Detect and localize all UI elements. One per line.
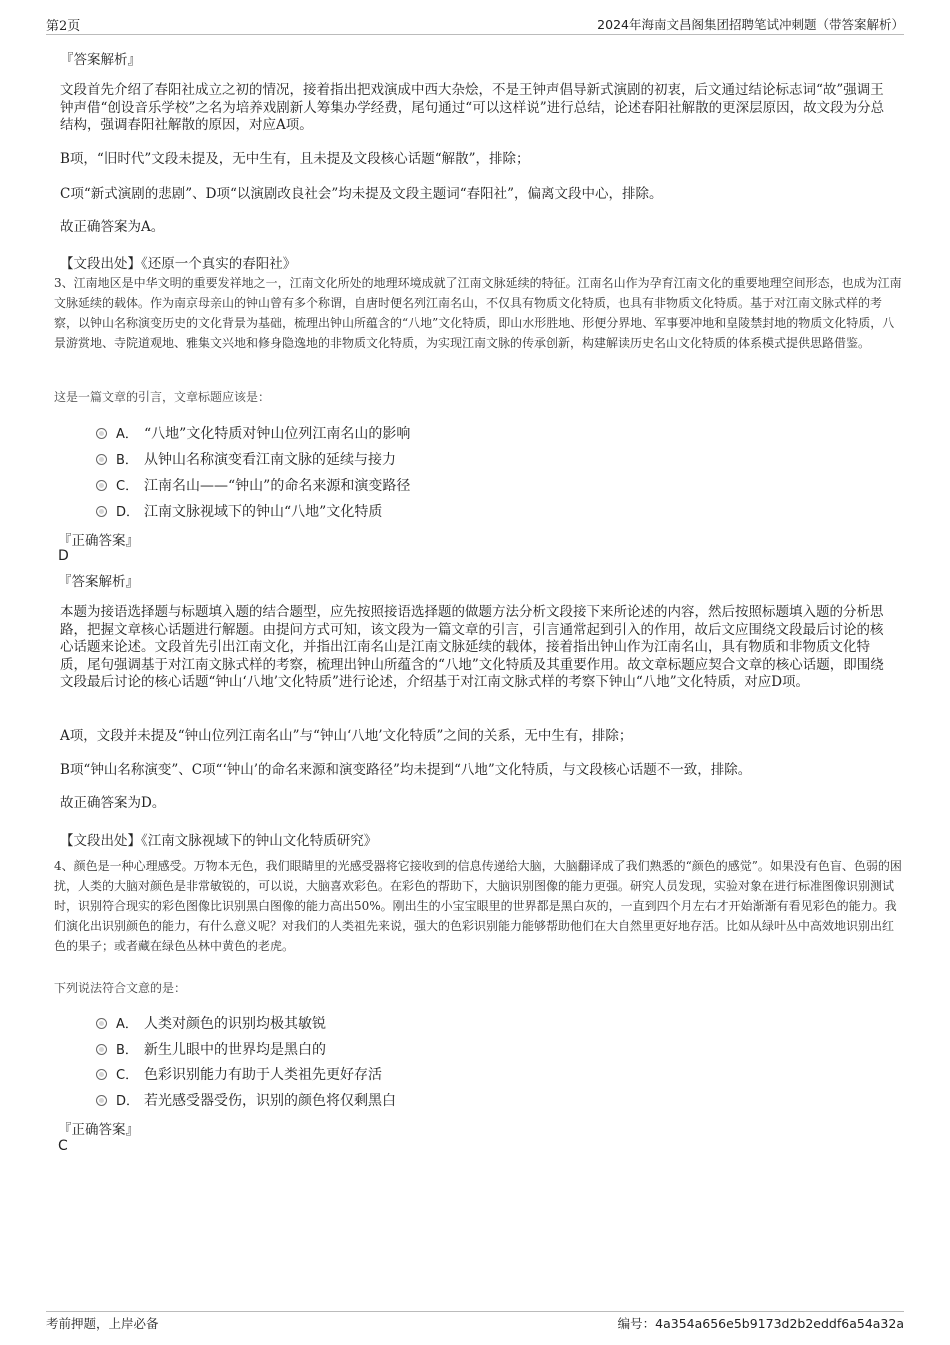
analysis-conclusion: 故正确答案为D。 (60, 795, 166, 811)
radio-icon[interactable] (96, 480, 107, 491)
radio-icon[interactable] (96, 1018, 107, 1029)
correct-answer-label: 『正确答案』 (58, 1122, 139, 1138)
analysis-paragraph: A项，文段并未提及“钟山位列江南名山”与“钟山‘八地’文化特质”之间的关系，无中生有，排除； (60, 728, 633, 744)
option-letter: B． (116, 1043, 138, 1058)
question-3-prompt: 这是一篇文章的引言，文章标题应该是： (54, 390, 271, 404)
analysis-paragraph: 文段首先介绍了春阳社成立之初的情况，接着指出把戏演成中西大杂烩，不是王钟声倡导新式演剧的初衷，后文通过结论标志词“故”强调王钟声借“创设音乐学校”之名为培养戏剧新人筹集办学经费，尾句通过“可以这样说”进行总结，论述春阳社解散的更深层原因，故文段为分总结构，强调春阳社解散的原因，对应A项。 (60, 82, 885, 133)
analysis-paragraph: C项“新式演剧的悲剧”、D项“以演剧改良社会”均未提及文段主题词“春阳社”，偏离文段中心，排除。 (60, 186, 663, 202)
radio-icon[interactable] (96, 428, 107, 439)
option-letter: D． (116, 505, 140, 520)
option-text: 江南名山——“钟山”的命名来源和演变路径 (144, 478, 411, 494)
answer-analysis-label: 『答案解析』 (60, 52, 141, 68)
option-text: 人类对颜色的识别均极其敏锐 (144, 1016, 326, 1032)
option-letter: B． (116, 453, 138, 468)
option-text: “八地”文化特质对钟山位列江南名山的影响 (144, 426, 411, 442)
question-3-passage: 3、江南地区是中华文明的重要发祥地之一，江南文化所处的地理环境成就了江南文脉延续的特征。江南名山作为孕育江南文化的重要地理空间形态，也成为江南文脉延续的载体。作为南京母亲山的钟山曾有多个称谓，自唐时便名列江南名山，不仅具有物质文化特质，也具有非物质文化特质。基于对江南文脉式样的考察，以钟山名称演变历史的文化背景为基础，梳理出钟山所蕴含的“八地”文化特质，即山水形胜地、形便分界地、军事要冲地和皇陵禁封地的物质文化特质，八景游赏地、寺院道观地、雅集文兴地和修身隐逸地的非物质文化特质，为实现江南文脉的传承创新，构建解读历史名山文化特质的体系模式提供思路借鉴。 (54, 276, 902, 350)
option-letter: C． (116, 1068, 139, 1083)
option-letter: A． (116, 1017, 138, 1032)
correct-answer-label: 『正确答案』 (58, 533, 139, 549)
question-4-passage: 4、颜色是一种心理感受。万物本无色，我们眼睛里的光感受器将它接收到的信息传递给大脑，大脑翻译成了我们熟悉的“颜色的感觉”。如果没有色盲、色弱的困扰，人类的大脑对颜色是非常敏锐的，可以说，大脑喜欢彩色。在彩色的帮助下，大脑识别图像的能力更强。研究人员发现，实验对象在进行标准图像识别测试时，识别符合现实的彩色图像比识别黑白图像的能力高出50%。刚出生的小宝宝眼里的世界都是黑白灰的，一直到四个月左右才开始渐渐有看见彩色的能力。我们演化出识别颜色的能力，有什么意义呢？对我们的人类祖先来说，强大的色彩识别能力能够帮助他们在大自然里更好地存活。比如从绿叶丛中高效地识别出红色的果子；或者藏在绿色丛林中黄色的老虎。 (54, 859, 902, 953)
radio-icon[interactable] (96, 454, 107, 465)
analysis-conclusion: 故正确答案为A。 (60, 219, 165, 235)
analysis-paragraph: B项，“旧时代”文段未提及，无中生有，且未提及文段核心话题“解散”，排除； (60, 151, 530, 167)
footer-slogan: 考前押题，上岸必备 (46, 1316, 159, 1331)
page-footer (46, 1311, 904, 1336)
correct-answer: C (58, 1138, 68, 1154)
option-text: 江南文脉视域下的钟山“八地”文化特质 (144, 504, 383, 520)
radio-icon[interactable] (96, 1044, 107, 1055)
analysis-paragraph: 本题为接语选择题与标题填入题的结合题型，应先按照接语选择题的做题方法分析文段接下来所论述的内容，然后按照标题填入题的分析思路，把握文章核心话题进行解题。由提问方式可知，该文段为一篇文章的引言，引言通常起到引入的作用，故后文应围绕文段最后讨论的核心话题来论述。文段首先引出江南文化，并指出江南名山是江南文脉延续的载体，接着指出钟山作为江南名山，具有物质和非物质文化特质，尾句强调基于对江南文脉式样的考察，梳理出钟山所蕴含的“八地”文化特质及其重要作用。故文章标题应契合文章的核心话题，即围绕文段最后讨论的核心话题“钟山‘八地’文化特质”进行论述，介绍基于对江南文脉式样的考察下钟山“八地”文化特质，对应D项。 (60, 604, 884, 690)
radio-icon[interactable] (96, 1069, 107, 1080)
option-text: 从钟山名称演变看江南文脉的延续与接力 (144, 452, 396, 468)
option-letter: D． (116, 1094, 140, 1109)
radio-icon[interactable] (96, 1095, 107, 1106)
page-number: 第2页 (46, 19, 81, 34)
document-code: 编号：4a354a656e5b9173d2b2eddf6a54a32a (617, 1316, 904, 1331)
option-text: 新生儿眼中的世界均是黑白的 (144, 1042, 326, 1058)
option-text: 色彩识别能力有助于人类祖先更好存活 (144, 1067, 382, 1083)
analysis-paragraph: B项“钟山名称演变”、C项“‘钟山’的命名来源和演变路径”均未提到“八地”文化特质，与文段核心话题不一致，排除。 (60, 762, 752, 778)
correct-answer: D (58, 548, 69, 564)
document-title: 2024年海南文昌阁集团招聘笔试冲刺题（带答案解析） (597, 17, 904, 32)
source-citation: 【文段出处】《还原一个真实的春阳社》 (60, 256, 297, 272)
question-4-prompt: 下列说法符合文意的是： (54, 981, 187, 995)
radio-icon[interactable] (96, 506, 107, 517)
option-text: 若光感受器受伤，识别的颜色将仅剩黑白 (144, 1093, 396, 1109)
option-letter: C． (116, 479, 139, 494)
source-citation: 【文段出处】《江南文脉视域下的钟山文化特质研究》 (60, 833, 378, 849)
page-header (46, 14, 904, 35)
option-letter: A． (116, 427, 138, 442)
answer-analysis-label: 『答案解析』 (58, 574, 139, 590)
